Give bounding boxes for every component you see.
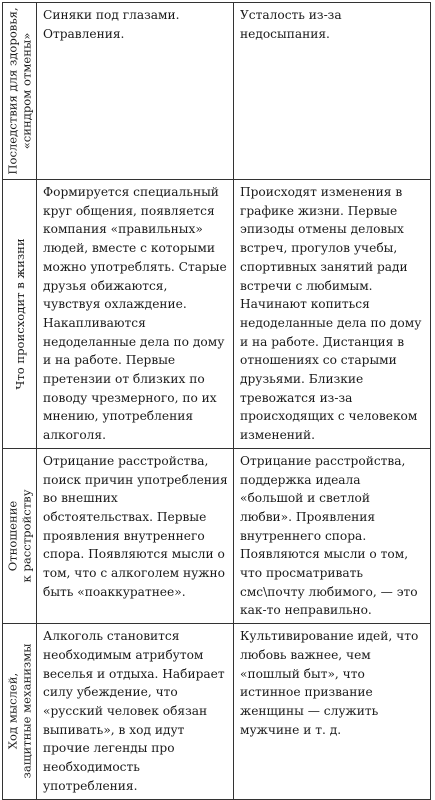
cell-alcohol-health: Синяки под глазами. Отравления.: [37, 3, 234, 180]
cell-love-thoughts: Культивирование идей, что любовь важнее, чем «пошлый быт», что истинное призвание женщины — служить мужчине и т. д.: [234, 624, 431, 799]
cell-love-life: Происходят изменения в графике жизни. Первые эпизоды отмены деловых встреч, прогулов учебы, спортивных занятий ради встречи с любимым. Начинают копиться недоделанные дела по дому и на работе. Дистанция в отношениях со старыми друзьями. Близкие тревожатся из-за происходящих с человеком изменений.: [234, 180, 431, 449]
table-row-thoughts: [3, 624, 431, 799]
row-label-health: Последствия для здоровья, «синдром отмены»: [5, 7, 34, 175]
table-row-health: [3, 3, 431, 180]
cell-love-attitude: Отрицание расстройства, поддержка идеала «большой и светлой любви». Проявления внутреннего спора. Появляются мысли о том, что просматривать смс\почту любимого, — это как-то неправильно.: [234, 448, 431, 623]
row-label-life: Что происходит в жизни: [12, 238, 27, 390]
row-header-life: [3, 180, 37, 449]
cell-alcohol-life: Формируется специальный круг общения, появляется компания «правильных» людей, вместе с которыми можно употреблять. Старые друзья обижаются, чувствуя охлаждение. Накапливаются недоделанные дела по дому и на работе. Первые претензии от близких по поводу чрезмерного, по их мнению, употребления алкоголя.: [37, 180, 234, 449]
row-header-thoughts: [3, 624, 37, 799]
row-header-health: [3, 3, 37, 180]
cell-love-health: Усталость из-за недосыпания.: [234, 3, 431, 180]
cell-alcohol-thoughts: Алкоголь становится необходимым атрибутом веселья и отдыха. Набирает силу убеждение, что «русский человек обязан выпивать», в ход идут прочие легенды про необходимость употребления.: [37, 624, 234, 799]
row-header-attitude: [3, 448, 37, 623]
comparison-table: [2, 2, 431, 800]
row-label-attitude: Отношение к расстройству: [5, 489, 34, 583]
cell-alcohol-attitude: Отрицание расстройства, поиск причин употребления во внешних обстоятельствах. Первые проявления внутреннего спора. Появляются мысли о том, что с алкоголем нужно быть «поаккуратнее».: [37, 448, 234, 623]
row-label-thoughts: Ход мыслей, защитные механизмы: [5, 643, 34, 779]
table-row-attitude: [3, 448, 431, 623]
table-row-life: [3, 180, 431, 449]
